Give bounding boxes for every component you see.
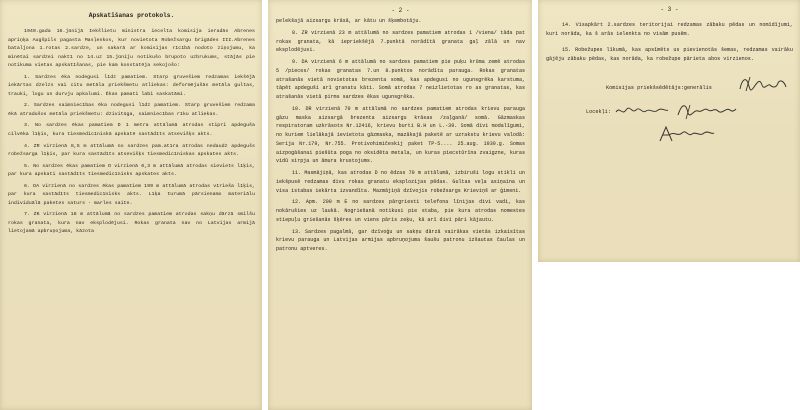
paragraph: 10. DR virzienā 70 m attālumā no sardzes pamatiem atrodas krievu parauga gāzu maska aizsargā brezenta aizsargu krāsas /zaļganā/ somā. Gāzmaskas respiratoram uzkrāsots Nr.12416, krievu burti B.H un L.-39. Somā divi modalīgumi, no kuriem lielākajā ievietota gāzmaska, mazākajā paketē ar uzrakstu krievu valodā: Serija Nr.179, Nr.755. Protivohimičeskij paket TP-5.... 25.aug. 1939.g. Somas aizpogāšanai piešūta poga no oksidēta metala, un kuras piecstūrīna zvaigzne, kuras vidū sirpja un āmura krustojums. [276, 105, 525, 165]
member-signature-2 [674, 101, 738, 121]
paragraph: 1. Sardzes ēka nodegusi līdz pamatiem. Starp gruvešiem redzamas iekšējā iekārtas dzelzs vai citu metāla priekšmetu atliekas: deformējušās metāla gultas, trauki, logu un durvju apkalumi. Ēkas pamati labi saskatāmi. [8, 74, 255, 97]
document-page-3 [538, 0, 800, 262]
paragraph: 11. Masmājiņā, kas atrodas D no ēdzas 70 m attālumā, izbiruši logu stikli un iekšpusē redzamas divu rokas granatu eksplozijas pēdas. Gultas veļa asiņaina un visa istabas iekārta izvandīta. Mazmājiņā dzīvojis robežsargs Krieviņš ar ģimeni. [276, 170, 525, 194]
paragraph: 2. Sardzes saimniecības ēka nodegusi līdz pamatiem. Starp gruvešiem redzama ēkā atradušos metāla priekšmetu: dzivitūga, saimniecības rīku atliekas. [8, 103, 255, 117]
page-number: - 2 - [391, 7, 410, 14]
member-signature-1 [614, 102, 670, 120]
paragraph: 5. No sardzes ēkas pamatiem D virzienā 0,3 m attālumā atrodas sieviets līķis, par kura apskati sastādīts tiesmedicīnisks apskates akts. [8, 163, 255, 178]
paragraph: 9. DA virzienā 6 m attālumā no sardzes pamatiem pie puķu krūma zemē atrodas 5 /pieces/ rokas granatas 7.un 8.punktos norādīta parauga. Rokas granatas atrašanās vietā novietotas brezenta somā, kas apdegusi no ugunsgrēka karstuma, tāpēt apdeguši arī granatu kāti. Somā atrodas 7 neizlietotas ro as granatas, kas atrašanās vietā pirms sardzes ēkas ugunsgrēka. [276, 59, 525, 100]
paragraph: pelekšajā aizsargu krāsā, ar kātu un šķembotāju. [276, 18, 422, 24]
document-page-2 [268, 0, 532, 410]
paragraph: 14. Visapkārt 2.sardzes teritorijai redzamas zābaku pēdas un nomīdījumi, kuri norāda, ka š arās ielenkta no visām pusēm. [546, 22, 793, 37]
chair-signature [736, 73, 792, 97]
paragraph: 15. Robežupes līkumā, kas apsīmēts us pievienotās šemas, redzamas vairāku gājēju zābaku pēdas, kas norāda, ka robežupe pārieta abos virzienos. [546, 47, 793, 62]
chair-label: Komisijas priekšsēdētājs:generālis [606, 85, 712, 92]
paragraph: 6. DA virzienā no sardzes ēkas pamatiem 199 m attālumā atrodas vīrieša līķis, par kura sastādīts tiesmedicīnisks akts. Līķa turumā pārsienamo materiālu individuālā paketes saturs - marles saite. [8, 183, 255, 206]
member-signature-3 [656, 123, 716, 145]
members-label: Locekļi: [586, 109, 611, 116]
paragraph: 7. ZK virzienā 18 m attālumā no sardzes pamatiem atrodas sakņu dārzā smilšu rokas granata, kura nav eksplodējusi. Rokas granata nav no Latvijas armijā lietojamā apbruņojuma, kāzota [8, 212, 255, 235]
paragraph: 13. Sardzes pagalmā, gar dzīvoģu un sakņu dārzā vairākas vietās izkaisītas krievu parauga un Latvijas armijas apbruņojuma šaušu patronu izšautas čaulas un patronu aptveres. [276, 228, 525, 252]
document-page-1 [0, 0, 262, 410]
paragraph: 3. No sardzes ēkas pamatiem D 1 metra attālumā atrodas stipri apdeguša cilvēka līķis, kura tiesmedicīniskā apskatē sastādīts atsevišķs akts. [8, 123, 255, 138]
members-signature-row [546, 101, 793, 151]
page-number: - 3 - [660, 6, 679, 13]
paragraph: 1940.gada 16.jūnijā Iekšlietu ministra iecelta komisija ieradās Abrenes apriņķa Augšpils pagasta Masļenkos, kur novietota Robežsargu brigādes III.Abrenes bataljona 1.rotas 2.sardze, un sakarā ar komisijas rīcībā nodoto ziņojumu, ka minētai sardzei naktī no 14.uz 15.jūniju notikušo brupoto uzbrukums, stājās pie notikuma vietas apskatīšanas, pie kam konstatēja sekojošo: [8, 29, 255, 69]
paragraph: 8. ZR virzienā 23 m attālumā no sardzes pamatiem atrodas 1 /viena/ tāda pat rokas granata, kā iepriekšējā 7.punktā norādītā granata gaļ zālā un nav eksplodējusi. [276, 29, 525, 54]
paragraph: 12. Apm. 200 m E no sardzes pārgriesti telefona līnijas divi vadi, kas nokārušies uz laukā. Nogriešanā notikusi pie staba, pie kura atrodas nomestes stiepuļu griešanās šķēres un viens pāris zeķu, kā arī divi pāri kājautu. [276, 199, 525, 223]
chair-signature-row [546, 73, 793, 99]
document-title: Apskatīšanas protokols. [88, 12, 175, 19]
paragraph: 4. ZR virzienā 8,5 m attālumā no sardzes pam.atīra atrodas nedaudz apdegušs robežsarga līķis, par kura sastādīts atsevišķs tiesmedicīniskas apskates akts. [8, 143, 255, 158]
